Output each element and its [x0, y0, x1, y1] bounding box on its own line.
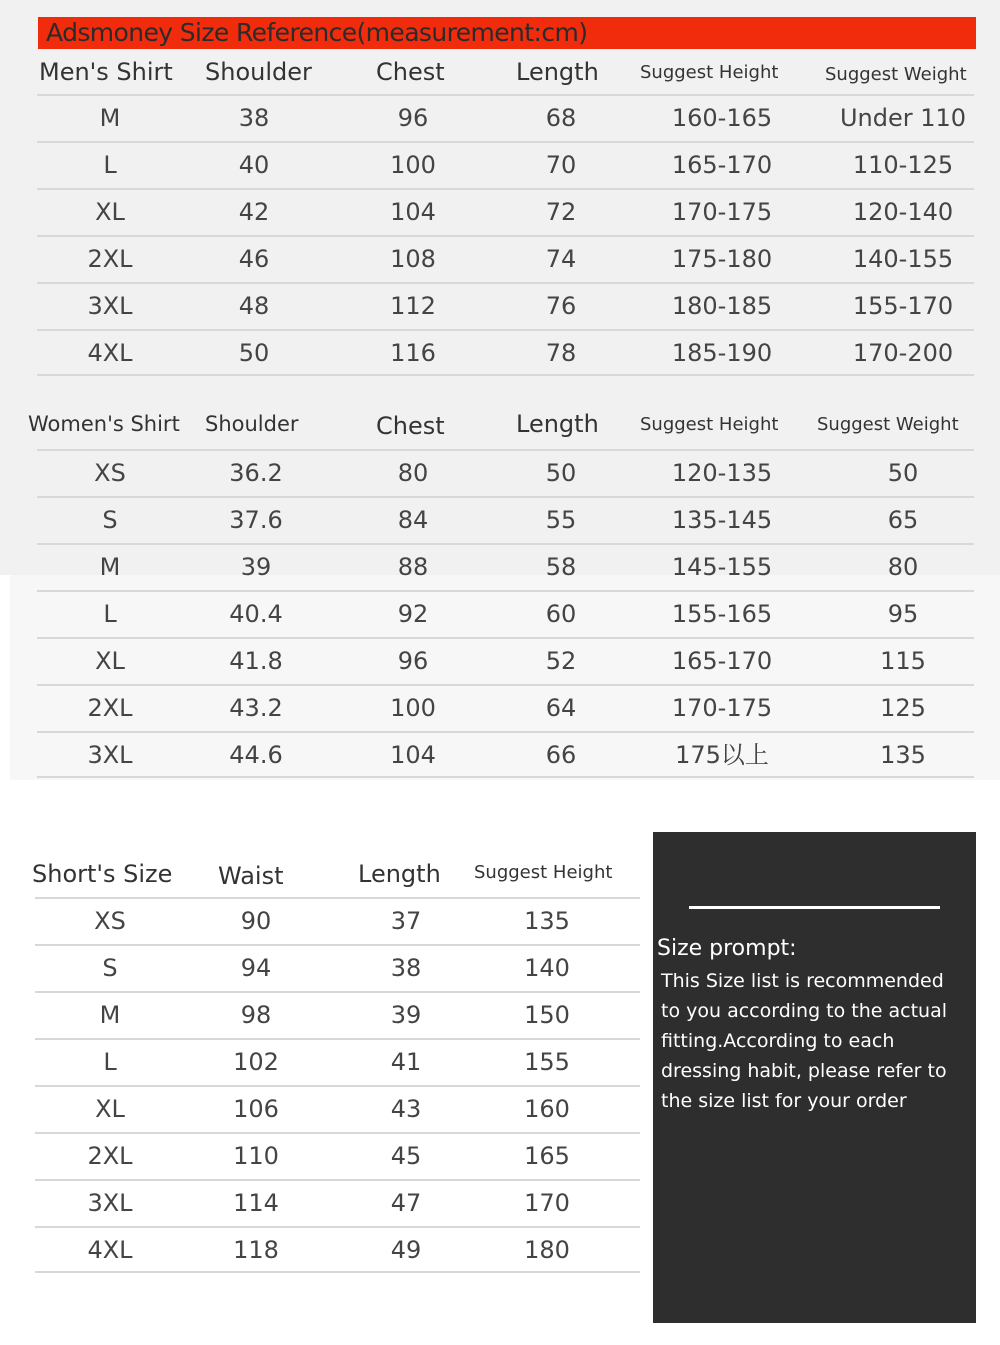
column-header-chest: Chest [376, 412, 445, 440]
table-cell: 58 [545, 553, 577, 581]
table-cell: 120-140 [852, 198, 954, 226]
table-cell: 46 [238, 245, 270, 273]
table-cell: 70 [545, 151, 577, 179]
table-cell: 110 [233, 1142, 279, 1170]
table-cell: 76 [545, 292, 577, 320]
column-header-length: Length [516, 410, 599, 438]
table-cell: S [102, 506, 118, 534]
table-cell: 160 [524, 1095, 570, 1123]
table-cell: 102 [233, 1048, 279, 1076]
table-cell: 43 [390, 1095, 422, 1123]
table-row [35, 897, 640, 944]
prompt-line: to you according to the actual [661, 1000, 948, 1022]
column-header-shoulder: Shoulder [205, 58, 312, 86]
table-cell: 125 [880, 694, 926, 722]
table-row [35, 1132, 640, 1179]
table-cell: 100 [390, 151, 436, 179]
table-cell: XL [95, 1095, 125, 1123]
prompt-line: fitting.According to each [661, 1030, 895, 1052]
table-row [37, 543, 974, 590]
table-cell: 37 [390, 907, 422, 935]
table-row [37, 282, 974, 329]
table-cell: 165 [524, 1142, 570, 1170]
table-cell: 42 [238, 198, 270, 226]
table-cell: S [102, 954, 118, 982]
table-row [37, 235, 974, 282]
table-row [37, 496, 974, 543]
table-row [35, 1085, 640, 1132]
table-row [37, 94, 974, 141]
table-cell: 41 [390, 1048, 422, 1076]
table-cell: XL [95, 198, 125, 226]
table-cell: 160-165 [671, 104, 773, 132]
table-row [37, 590, 974, 637]
table-cell: 50 [545, 459, 577, 487]
table-cell: 116 [390, 339, 436, 367]
table-cell: 155-170 [852, 292, 954, 320]
table-cell: 175以上 [675, 741, 769, 769]
table-cell: 38 [390, 954, 422, 982]
table-cell: 140 [524, 954, 570, 982]
column-header-shoulder: Shoulder [205, 412, 299, 436]
table-cell: XL [95, 647, 125, 675]
table-cell: 90 [240, 907, 272, 935]
table-cell: 3XL [87, 1189, 133, 1217]
size-prompt-title: Size prompt: [657, 936, 797, 961]
table-header [37, 52, 974, 100]
table-cell: 135 [524, 907, 570, 935]
table-cell: 104 [390, 741, 436, 769]
divider [689, 906, 940, 909]
table-cell: 155-165 [671, 600, 773, 628]
table-cell: 84 [397, 506, 429, 534]
table-row [37, 141, 974, 188]
table-cell: L [103, 1048, 117, 1076]
table-cell: 4XL [87, 339, 133, 367]
table-cell: 43.2 [229, 694, 283, 722]
womens-shirt-table [28, 404, 974, 778]
column-header-chest: Chest [376, 58, 445, 86]
table-cell: 40.4 [229, 600, 283, 628]
table-row [35, 1038, 640, 1085]
table-cell: 170 [524, 1189, 570, 1217]
column-header-size: Short's Size [32, 860, 173, 888]
table-cell: 50 [238, 339, 270, 367]
table-cell: 49 [390, 1236, 422, 1264]
table-cell: 44.6 [229, 741, 283, 769]
table-cell: 98 [240, 1001, 272, 1029]
table-cell: M [99, 1001, 121, 1029]
column-header-suggest-height: Suggest Height [640, 62, 779, 83]
table-header [28, 404, 974, 452]
table-cell: 96 [397, 104, 429, 132]
table-cell: 3XL [87, 292, 133, 320]
table-cell: 112 [390, 292, 436, 320]
table-cell: 74 [545, 245, 577, 273]
table-cell: 38 [238, 104, 270, 132]
prompt-line: the size list for your order [661, 1090, 907, 1112]
table-cell: 47 [390, 1189, 422, 1217]
table-body [37, 94, 974, 376]
table-cell: 52 [545, 647, 577, 675]
table-cell: 45 [390, 1142, 422, 1170]
table-row [37, 449, 974, 496]
table-row [37, 731, 974, 778]
table-cell: 140-155 [852, 245, 954, 273]
table-cell: 96 [397, 647, 429, 675]
table-cell: XS [94, 459, 126, 487]
table-cell: L [103, 151, 117, 179]
table-cell: 106 [233, 1095, 279, 1123]
table-cell: M [99, 553, 121, 581]
table-cell: 165-170 [671, 151, 773, 179]
table-cell: 65 [887, 506, 919, 534]
table-cell: 118 [233, 1236, 279, 1264]
table-row [35, 1179, 640, 1226]
table-row [35, 991, 640, 1038]
column-header-size: Men's Shirt [39, 58, 173, 86]
table-cell: 55 [545, 506, 577, 534]
table-cell: 78 [545, 339, 577, 367]
table-cell: 150 [524, 1001, 570, 1029]
table-row [37, 684, 974, 731]
table-body [37, 449, 974, 778]
table-row [35, 1226, 640, 1273]
table-cell: 95 [887, 600, 919, 628]
table-cell: 48 [238, 292, 270, 320]
size-prompt-text [661, 966, 973, 1116]
column-header-length: Length [358, 860, 441, 888]
table-cell: 104 [390, 198, 436, 226]
table-cell: 80 [887, 553, 919, 581]
size-reference-banner [38, 17, 976, 49]
shorts-size-table [32, 852, 640, 1282]
table-cell: 64 [545, 694, 577, 722]
table-cell: 110-125 [852, 151, 954, 179]
table-cell: XS [94, 907, 126, 935]
table-cell: 66 [545, 741, 577, 769]
column-header-size: Women's Shirt [28, 412, 180, 436]
column-header-suggest-weight: Suggest Weight [817, 414, 959, 435]
table-cell: 2XL [87, 245, 133, 273]
table-cell: 4XL [87, 1236, 133, 1264]
table-cell: 36.2 [229, 459, 283, 487]
table-cell: 80 [397, 459, 429, 487]
table-cell: M [99, 104, 121, 132]
table-row [37, 188, 974, 235]
table-cell: 114 [233, 1189, 279, 1217]
prompt-line: This Size list is recommended [661, 970, 944, 992]
table-cell: L [103, 600, 117, 628]
table-cell: 88 [397, 553, 429, 581]
table-cell: 100 [390, 694, 436, 722]
size-prompt-box [653, 832, 976, 1323]
table-cell: 170-175 [671, 694, 773, 722]
table-row [37, 637, 974, 684]
table-cell: 135 [880, 741, 926, 769]
table-cell: 170-200 [852, 339, 954, 367]
table-cell: 41.8 [229, 647, 283, 675]
table-cell: 185-190 [671, 339, 773, 367]
table-cell: 145-155 [671, 553, 773, 581]
table-cell: 3XL [87, 741, 133, 769]
table-cell: 92 [397, 600, 429, 628]
table-row [35, 944, 640, 991]
table-cell: 170-175 [671, 198, 773, 226]
table-cell: 2XL [87, 1142, 133, 1170]
table-cell: 180-185 [671, 292, 773, 320]
table-row [37, 329, 974, 376]
banner-title: Adsmoney Size Reference(measurement:cm) [46, 18, 588, 47]
table-cell: 39 [240, 553, 272, 581]
table-cell: 39 [390, 1001, 422, 1029]
table-cell: 155 [524, 1048, 570, 1076]
table-cell: 37.6 [229, 506, 283, 534]
table-cell: 50 [887, 459, 919, 487]
column-header-suggest-height: Suggest Height [640, 414, 779, 435]
table-cell: 40 [238, 151, 270, 179]
table-body [35, 897, 640, 1273]
table-cell: 72 [545, 198, 577, 226]
table-cell: 165-170 [671, 647, 773, 675]
table-cell: 135-145 [671, 506, 773, 534]
table-cell: 68 [545, 104, 577, 132]
table-cell: 2XL [87, 694, 133, 722]
column-header-suggest-weight: Suggest Weight [825, 64, 967, 85]
table-header [32, 852, 640, 900]
mens-shirt-table [37, 52, 974, 379]
prompt-line: dressing habit, please refer to [661, 1060, 947, 1082]
table-cell: 120-135 [671, 459, 773, 487]
table-cell: 60 [545, 600, 577, 628]
table-cell: 180 [524, 1236, 570, 1264]
table-cell: 175-180 [671, 245, 773, 273]
table-cell: 108 [390, 245, 436, 273]
column-header-suggest-height: Suggest Height [474, 862, 613, 883]
column-header-length: Length [516, 58, 599, 86]
table-cell: 94 [240, 954, 272, 982]
column-header-waist: Waist [218, 862, 284, 890]
table-cell: 115 [880, 647, 926, 675]
table-cell: Under 110 [839, 104, 967, 132]
